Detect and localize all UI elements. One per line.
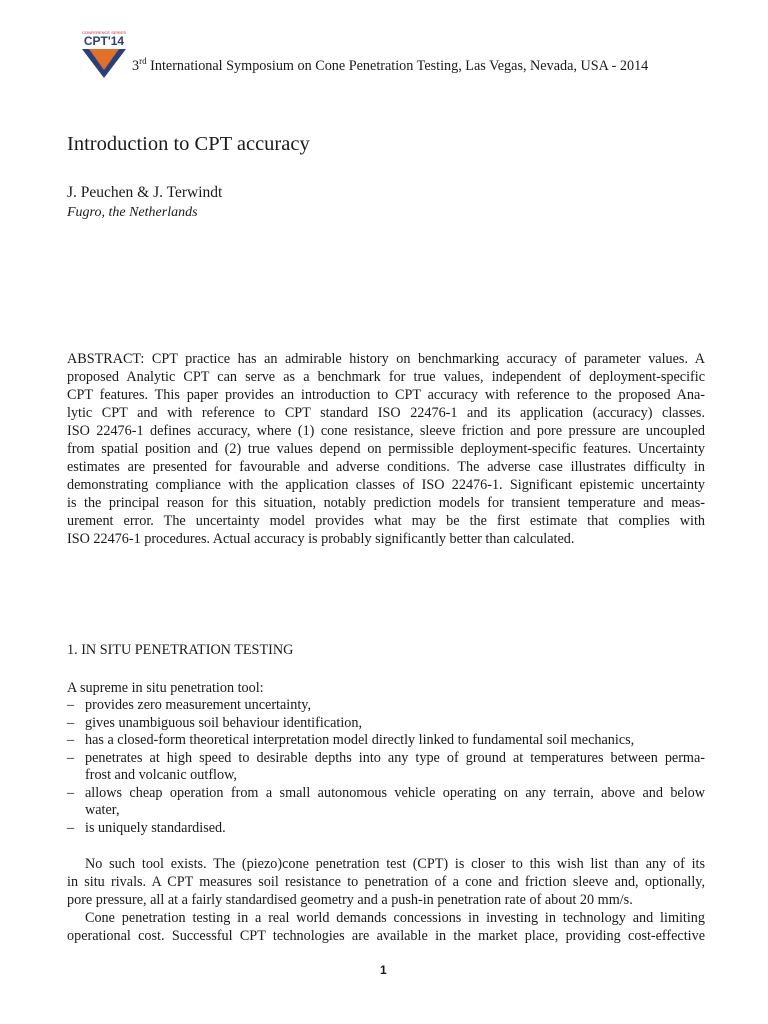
header-ordinal: 3 [132, 58, 140, 74]
section-heading: 1. IN SITU PENETRATION TESTING [67, 642, 294, 658]
conference-logo [80, 28, 128, 80]
abstract-line: estimates are presented for favourable and adverse conditions. The adverse case illustrates difficulty in [67, 459, 705, 475]
paper-affiliation: Fugro, the Netherlands [67, 205, 198, 220]
abstract-line: proposed Analytic CPT can serve as a benchmark for true values, independent of deployment-specific [67, 369, 705, 385]
body-line: in situ rivals. A CPT measures soil resistance to penetration of a cone and friction sleeve and, optionally, [67, 874, 705, 890]
list-item-line: allows cheap operation from a small autonomous vehicle operating on any terrain, above and below [85, 784, 705, 801]
list-item-line: gives unambiguous soil behaviour identification, [85, 714, 363, 731]
list-item-line: penetrates at high speed to desirable depths into any type of ground at temperatures between perma- [85, 749, 705, 766]
body-line: Cone penetration testing in a real world demands concessions in investing in technology and limiting [85, 910, 705, 926]
conference-header [132, 58, 648, 75]
abstract-line: is the principal reason for this situation, notably prediction models for transient temperature and meas- [67, 495, 705, 511]
list-item [67, 785, 705, 820]
paper-title: Introduction to CPT accuracy [67, 133, 310, 155]
logo-small-text: CONFERENCE SERIES [82, 30, 126, 35]
logo-text: CPT'14 [83, 34, 125, 48]
list-dash: – [67, 714, 75, 731]
abstract-line: CPT features. This paper provides an introduction to CPT accuracy with reference to the proposed Ana- [67, 387, 705, 403]
paper-authors: J. Peuchen & J. Terwindt [67, 184, 223, 201]
abstract [67, 350, 705, 548]
list-item-line: water, [85, 802, 120, 818]
abstract-line: urement error. The uncertainty model provides what may be the first estimate that complies with [67, 513, 705, 529]
abstract-line: demonstrating compliance with the application classes of ISO 22476-1. Significant epistemic uncertainty [67, 477, 705, 493]
abstract-line: lytic CPT and with reference to CPT standard ISO 22476-1 and its application (accuracy) classes. [67, 405, 705, 421]
list-intro: A supreme in situ penetration tool: [67, 680, 264, 696]
list-dash: – [67, 784, 75, 801]
header-ordinal-suffix: rd [139, 56, 147, 66]
list-item [67, 715, 705, 733]
abstract-line: from spatial position and (2) true values depend on permissible deployment-specific features. Uncertainty [67, 441, 705, 457]
list-item-line: is uniquely standardised. [85, 819, 226, 836]
abstract-line: ABSTRACT: CPT practice has an admirable history on benchmarking accuracy of parameter values. A [67, 351, 705, 367]
list-item-line: provides zero measurement uncertainty, [85, 697, 311, 713]
list-item [67, 820, 705, 838]
list-item-line: frost and volcanic outflow, [85, 767, 237, 783]
list-item [67, 697, 705, 715]
list-dash: – [67, 697, 75, 713]
abstract-line: ISO 22476-1 defines accuracy, where (1) cone resistance, sleeve friction and pore pressure are uncoupled [67, 423, 705, 439]
list-dash: – [67, 749, 75, 766]
page-number: 1 [380, 963, 387, 977]
list-item [67, 732, 705, 750]
body-line: No such tool exists. The (piezo)cone penetration test (CPT) is closer to this wish list than any of its [85, 856, 705, 872]
abstract-line: ISO 22476-1 procedures. Actual accuracy is probably significantly better than calculated. [67, 531, 575, 547]
list-dash: – [67, 819, 75, 836]
feature-list [67, 697, 705, 837]
header-text: International Symposium on Cone Penetration Testing, Las Vegas, Nevada, USA - 2014 [146, 58, 649, 74]
list-item [67, 750, 705, 785]
body-line: pore pressure, all at a fairly standardised geometry and a push-in penetration rate of about 20 mm/s. [67, 892, 633, 908]
list-dash: – [67, 732, 75, 748]
body-line: operational cost. Successful CPT technologies are available in the market place, providing cost-effective [67, 928, 705, 944]
body-text [67, 855, 705, 945]
list-item-line: has a closed-form theoretical interpretation model directly linked to fundamental soil mechanics, [85, 732, 635, 748]
